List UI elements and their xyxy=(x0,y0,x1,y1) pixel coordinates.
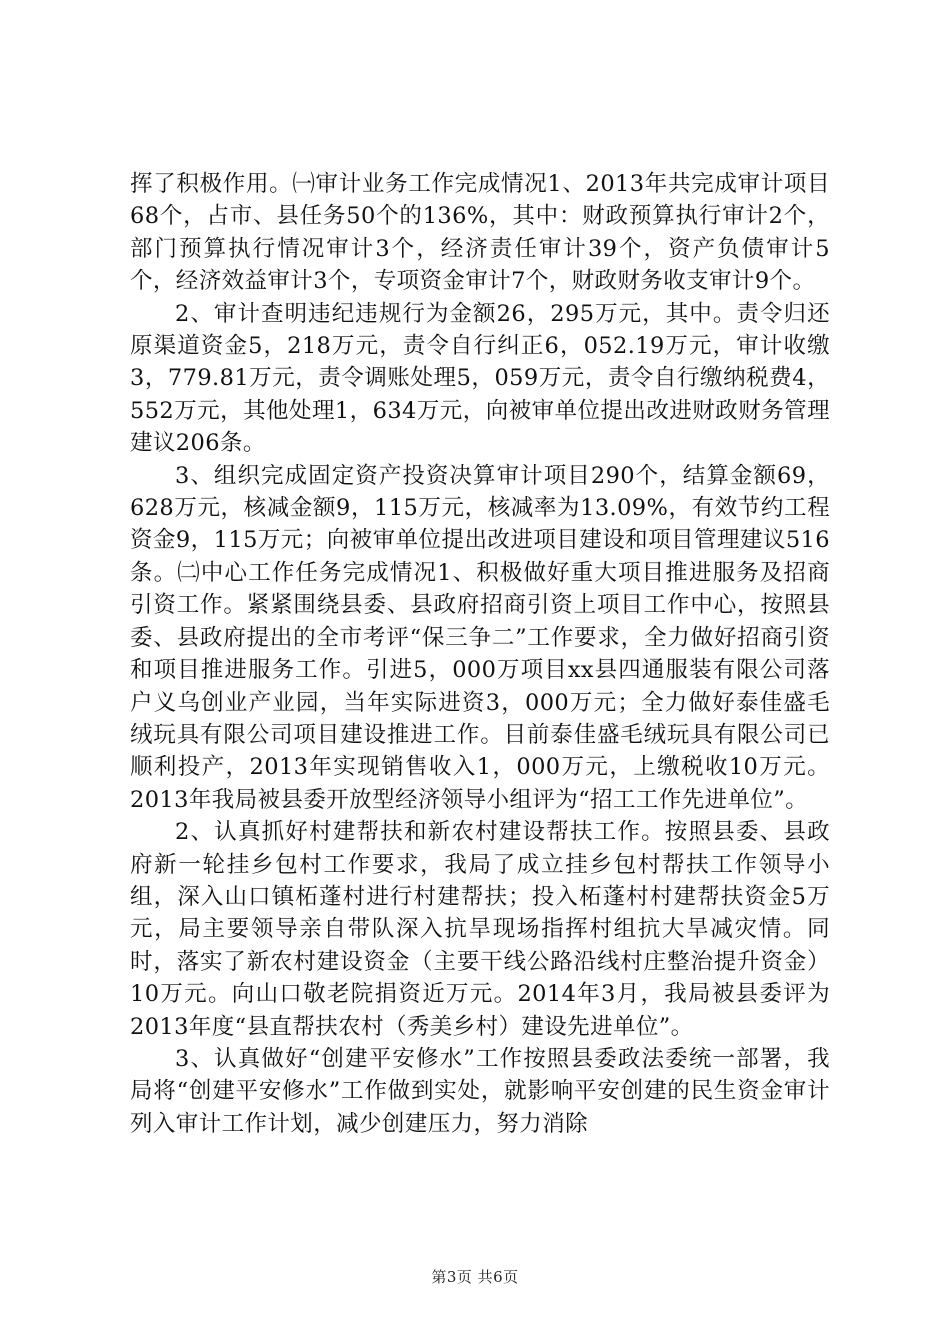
paragraph-5: 3、认真做好“创建平安修水”工作按照县委政法委统一部署，我局将“创建平安修水”工作做到实处，就影响平安创建的民生资金审计列入审计工作计划，减少创建压力，努力消除 xyxy=(130,1045,830,1137)
paragraph-2: 2、审计查明违纪违规行为金额26，295万元，其中。责令归还原渠道资金5，218万元，责令自行纠正6，052.19万元，审计收缴3，779.81万元，责令调账处理5，059万元，责令自行缴纳税费4，552万元，其他处理1，634万元，向被审单位提出改进财政财务管理建议206条。 xyxy=(130,300,830,457)
paragraph-3: 3、组织完成固定资产投资决算审计项目290个，结算金额69，628万元，核减金额9，115万元，核减率为13.09%，有效节约工程资金9，115万元；向被审单位提出改进项目建设和项目管理建议516条。㈡中心工作任务完成情况1、积极做好重大项目推进服务及招商引资工作。紧紧围绕县委、县政府招商引资上项目工作中心，按照县委、县政府提出的全市考评“保三争二”工作要求，全力做好招商引资和项目推进服务工作。引进5，000万项目xx县四通服装有限公司落户义乌创业产业园，当年实际进资3，000万元；全力做好泰佳盛毛绒玩具有限公司项目建设推进工作。目前泰佳盛毛绒玩具有限公司已顺利投产，2013年实现销售收入1，000万元，上缴税收10万元。2013年我局被县委开放型经济领导小组评为“招工工作先进单位”。 xyxy=(130,462,830,813)
page-number-footer: 第3页 共6页 xyxy=(431,1268,519,1286)
paragraph-4: 2、认真抓好村建帮扶和新农村建设帮扶工作。按照县委、县政府新一轮挂乡包村工作要求，我局了成立挂乡包村帮扶工作领导小组，深入山口镇柘蓬村进行村建帮扶；投入柘蓬村村建帮扶资金5万元，局主要领导亲自带队深入抗旱现场指挥村组抗大旱减灾情。同时，落实了新农村建设资金（主要干线公路沿线村庄整治提升资金）10万元。向山口敬老院捐资近万元。2014年3月，我局被县委评为2013年度“县直帮扶农村（秀美乡村）建设先进单位”。 xyxy=(130,819,830,1040)
paragraph-1: 挥了积极作用。㈠审计业务工作完成情况1、2013年共完成审计项目68个，占市、县任务50个的136%，其中：财政预算执行审计2个，部门预算执行情况审计3个，经济责任审计39个，资产负债审计5个，经济效益审计3个，专项资金审计7个，财政财务收支审计9个。 xyxy=(130,171,830,295)
document-body xyxy=(130,168,830,1140)
